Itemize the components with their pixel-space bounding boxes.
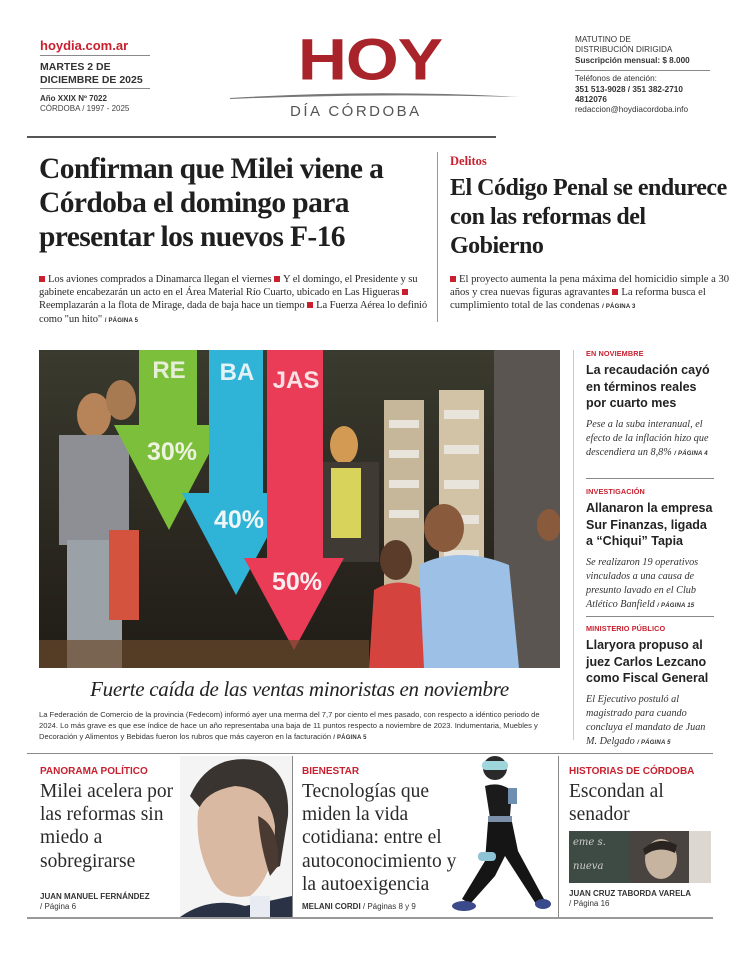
main-headline[interactable]: Confirman que Milei viene a Córdoba el domingo para presentar los nuevos F-16: [39, 153, 384, 253]
issue-date: MARTES 2 DE DICIEMBRE DE 2025: [40, 61, 143, 86]
sidebar-story-sur-finanzas[interactable]: [586, 487, 714, 613]
section-kicker: BIENESTAR: [302, 766, 360, 777]
sidebar-headline: Allanaron la empresa Sur Finanzas, ligada a “Chiqui” Tapia: [586, 501, 713, 548]
body-text: Se realizaron 19 operativos vinculados a una causa de presunto lavado en el Club Atlético Banfield: [586, 556, 699, 611]
page-ref: / PÁGINA 5: [637, 740, 671, 747]
summary-bullet: El proyecto aumenta la pena máxima del homicidio simple a 30 años y crea nuevas figuras agravantes: [450, 274, 730, 299]
bullet-square-icon: [39, 276, 45, 282]
main-story-summary: [39, 273, 434, 328]
subscription-price: Suscripción mensual: $ 8.000: [575, 55, 690, 65]
delitos-summary: [450, 273, 735, 315]
bottom-headline-milei[interactable]: Milei acelera por las reformas sin miedo a sobregirarse: [40, 781, 174, 872]
column-divider: [558, 756, 559, 917]
hoy-logo[interactable]: [270, 26, 470, 86]
section-kicker: Delitos: [450, 154, 487, 168]
sidebar-rule: [586, 616, 714, 617]
sidebar-body: [586, 418, 714, 462]
page-ref: / PÁGINA 15: [657, 603, 695, 610]
svg-text:50%: 50%: [271, 568, 323, 596]
photo-story-body: [39, 710, 560, 743]
page-ref: / Página 16: [569, 899, 610, 908]
svg-text:BA: BA: [219, 359, 255, 386]
bullet-square-icon: [274, 276, 280, 282]
column-divider: [292, 756, 293, 917]
sidebar-body: [586, 693, 714, 751]
delitos-headline[interactable]: El Código Penal se endurece con las reformas del Gobierno: [450, 175, 727, 259]
summary-bullet: La reforma busca el cumplimiento total de las condenas: [450, 287, 706, 312]
bottom-band-top-rule: [27, 753, 713, 754]
portrait-photo: [180, 756, 292, 917]
section-kicker: HISTORIAS DE CÓRDOBA: [569, 766, 695, 777]
page-ref: / PÁGINA 5: [104, 317, 139, 324]
page-ref: / Páginas 8 y 9: [360, 902, 416, 911]
summary-bullet: La Fuerza Aérea lo definió como "un hito": [39, 300, 428, 325]
city-years: CÓRDOBA / 1997 - 2025: [40, 104, 130, 113]
summary-bullet: Y el domingo, el Presidente y su gabinete encabezarán un acto en el Área Material Río Cuarto, ubicado en Las Higueras: [39, 274, 418, 299]
author-name: MELANI CORDI: [302, 902, 361, 911]
phone-extra: 4812076: [575, 95, 607, 105]
section-kicker: EN NOVIEMBRE: [586, 349, 644, 358]
svg-text:RE: RE: [152, 357, 186, 384]
bullet-square-icon: [612, 289, 618, 295]
page-ref: / PÁGINA 3: [602, 304, 636, 311]
bullet-square-icon: [402, 289, 408, 295]
byline: [569, 889, 691, 909]
sidebar-story-recaudacion[interactable]: [586, 349, 714, 461]
edition-number: Año XXIX Nº 7022: [40, 94, 107, 103]
lead-photo-rebajas[interactable]: [39, 350, 560, 668]
sidebar-headline: Llaryora propuso al juez Carlos Lezcano como Fiscal General: [586, 638, 709, 685]
summary-bullet: Reemplazarán a la flota de Mirage, dada de baja hace un tiempo: [39, 300, 305, 312]
byline: [40, 892, 150, 912]
masthead-rule: [575, 70, 710, 71]
bottom-headline-senador[interactable]: Escondan al senador: [569, 781, 664, 826]
milei-portrait[interactable]: [180, 756, 292, 917]
svg-text:30%: 30%: [146, 438, 198, 466]
page-ref: / Página 6: [40, 902, 77, 911]
distribution-line1: MATUTINO DE: [575, 35, 631, 44]
page-ref: / PÁGINA 5: [333, 734, 367, 741]
bottom-band-bottom-rule: [27, 917, 713, 919]
bottom-headline-tecnologias[interactable]: Tecnologías que miden la vida cotidiana: entre el autoconocimiento y la autoexigencia: [302, 781, 457, 895]
svg-text:40%: 40%: [213, 506, 265, 534]
bullet-square-icon: [307, 302, 313, 308]
sidebar-story-lezcano[interactable]: [586, 624, 714, 750]
vintage-portrait-photo: [569, 831, 711, 883]
masthead-info: [575, 35, 730, 116]
page-ref: / PÁGINA 4: [674, 450, 708, 457]
author-name: JUAN CRUZ TABORDA VARELA: [569, 889, 692, 898]
masthead-bottom-rule: [27, 136, 496, 138]
section-kicker: MINISTERIO PÚBLICO: [586, 624, 666, 633]
logo-swoosh: [230, 88, 520, 98]
body-text: Pese a la suba interanual, el efecto de la inflación hizo que descendiera un 8,8%: [586, 418, 709, 458]
store-window-photo: [39, 350, 560, 668]
senador-photo[interactable]: [569, 831, 711, 883]
hoy-logo-icon: [270, 26, 470, 86]
svg-text:HOY: HOY: [297, 27, 443, 86]
body-text: El Ejecutivo postuló al magistrado para cuando concluya el mandato de Juan M. Delgado: [586, 693, 706, 748]
svg-text:JAS: JAS: [272, 367, 320, 394]
section-kicker: INVESTIGACIÓN: [586, 487, 645, 496]
byline: [302, 902, 416, 912]
sidebar-headline: La recaudación cayó en términos reales por cuarto mes: [586, 363, 710, 410]
phones-label: Teléfonos de atención:: [575, 74, 657, 84]
column-divider: [437, 152, 438, 322]
site-url[interactable]: hoydia.com.ar: [40, 38, 129, 53]
svg-text:eme s.: eme s.: [573, 837, 606, 848]
masthead-rule: [40, 88, 150, 89]
masthead-rule: [40, 55, 150, 56]
author-name: JUAN MANUEL FERNÁNDEZ: [40, 892, 150, 901]
svg-text:nueva: nueva: [573, 861, 604, 872]
bullet-square-icon: [450, 276, 456, 282]
summary-bullet: Los aviones comprados a Dinamarca llegan el viernes: [48, 274, 272, 285]
contact-email[interactable]: redaccion@hoydiacordoba.info: [575, 105, 689, 115]
logo-tagline: DÍA CÓRDOBA: [290, 103, 422, 120]
sidebar-body: [586, 556, 714, 614]
section-kicker: PANORAMA POLÍTICO: [40, 766, 148, 777]
sidebar-rule: [586, 478, 714, 479]
body-text: La Federación de Comercio de la provincia (Fedecom) informó ayer una merma del 7,7 por ciento el mes pasado, con respecto a idéntico periodo de 2024. Lo más grave es que ese índice de hace un año representaba una baja de 11 puntos respecto a noviembre de 2023. Indumentaria, Muebles y Decoración y Alimentos y Bebidas fueron los rubros que más cayeron en la facturación: [39, 710, 540, 741]
distribution-line2: DISTRIBUCIÓN DIRIGIDA: [575, 45, 673, 55]
sidebar-divider: [573, 350, 574, 740]
photo-headline[interactable]: Fuerte caída de las ventas minoristas en noviembre: [90, 677, 509, 701]
phone-numbers: 351 513-9028 / 351 382-2710: [575, 84, 683, 94]
